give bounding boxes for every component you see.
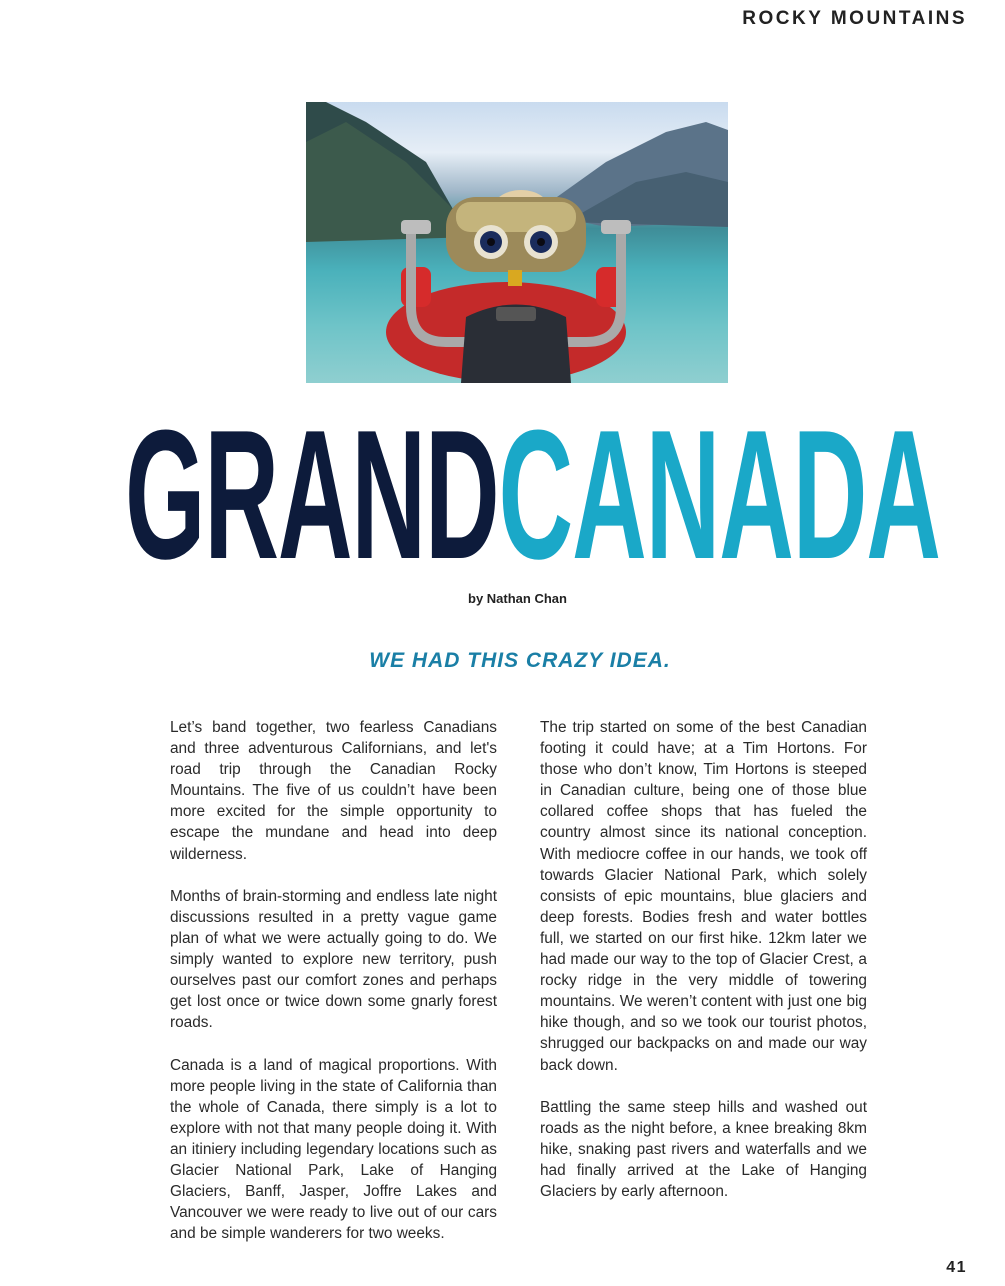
page-number: 41	[946, 1259, 967, 1276]
section-title: ROCKY MOUNTAINS	[742, 8, 967, 29]
title-canada: CANADA	[498, 391, 940, 597]
paragraph: Canada is a land of magical proportions. With more people living in the state of California than the whole of Canada, there simply is a lot to explore with not that many people doing it. With an itiniery including legendary locations such as Glacier National Park, Lake of Hanging Glaciers, Banff, Jasper, Joffre Lakes and Vancouver we were ready to live out of our cars and be simple wanderers for two weeks.	[170, 1056, 497, 1243]
article-title	[125, 391, 940, 597]
subheading: WE HAD THIS CRAZY IDEA.	[369, 649, 671, 672]
body-column-left	[170, 717, 497, 1265]
paragraph: The trip started on some of the best Canadian footing it could have; at a Tim Hortons. For those who don’t know, Tim Hortons is steeped in Canadian culture, being one of those blue collared coffee shops that has fueled the country almost since its national conception. With mediocre coffee in our hands, we took off towards Glacier National Park, which solely consists of epic mountains, blue glaciers and deep forests. Bodies fresh and water bottles full, we started on our first hike. 12km later we had made our way to the top of Glacier Crest, a rocky ridge in the very middle of towering mountains. We weren’t content with just one big hike though, and so we took our tourist photos, shrugged our backpacks on and made our way back down.	[540, 719, 867, 1074]
byline: by Nathan Chan	[468, 591, 567, 606]
paragraph: Battling the same steep hills and washed out roads as the night before, a knee breaking 8km hike, snaking past rivers and waterfalls and we had finally arrived at the Lake of Hanging Glaciers by early afternoon.	[540, 1098, 867, 1201]
paragraph: Let’s band together, two fearless Canadians and three adventurous Californians, and let's road trip through the Canadian Rocky Mountains. The five of us couldn’t have been more excited for the simple opportunity to escape the mundane and head into deep wilderness.	[170, 719, 497, 863]
hero-photo	[306, 102, 728, 383]
title-grand: GRAND	[125, 391, 499, 597]
body-column-right	[540, 717, 867, 1223]
paragraph: Months of brain-storming and endless late night discussions resulted in a pretty vague game plan of what we were actually going to do. We simply wanted to explore new territory, push ourselves past our comfort zones and perhaps get lost once or twice down some gnarly forest roads.	[170, 887, 497, 1032]
binocular-viewer-photo-icon	[306, 102, 728, 383]
